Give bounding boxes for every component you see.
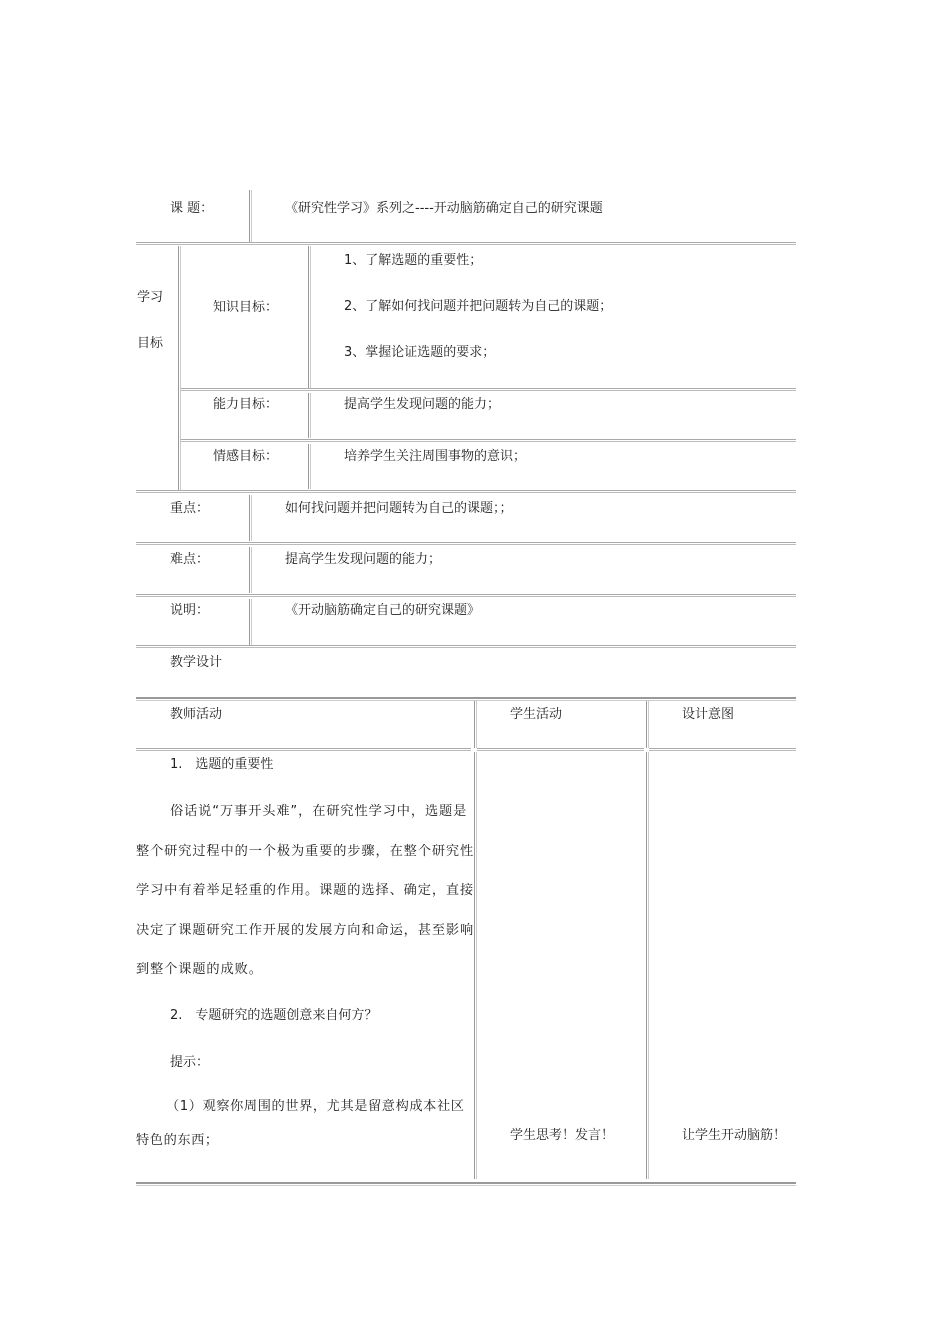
divider (308, 393, 311, 438)
knowledge-item-1: 1、了解选题的重要性； (344, 253, 483, 268)
teacher-paragraph-hint-1 (136, 1090, 476, 1158)
divider (646, 752, 649, 1179)
header-teacher-activity: 教师活动 (170, 707, 223, 722)
divider (136, 242, 796, 245)
objectives-group-label-1: 学习 (137, 290, 164, 305)
divider (136, 1182, 796, 1186)
emotion-value: 培养学生关注周围事物的意识； (344, 449, 527, 464)
knowledge-item-3: 3、掌握论证选题的要求； (344, 345, 496, 360)
topic-value: 《研究性学习》系列之----开动脑筋确定自己的研究课题 (285, 201, 603, 216)
divider (474, 701, 477, 748)
key-point-value: 如何找问题并把问题转为自己的课题；； (285, 501, 513, 516)
header-student-activity: 学生活动 (510, 707, 563, 722)
ability-label: 能力目标： (213, 397, 279, 412)
emotion-label: 情感目标： (213, 449, 279, 464)
teacher-paragraph-hint-1-text: （1）观察你周围的世界，尤其是留意构成本社区特色的东西； (136, 1099, 465, 1148)
explanation-label: 说明： (170, 603, 210, 618)
divider (308, 246, 311, 389)
objectives-group-label-2: 目标 (137, 336, 164, 351)
divider (646, 701, 649, 748)
explanation-value: 《开动脑筋确定自己的研究课题》 (285, 603, 481, 618)
teacher-paragraph-importance (136, 792, 476, 990)
divider (477, 748, 644, 751)
divider (136, 542, 796, 545)
topic-label: 课 题： (170, 201, 214, 216)
knowledge-label: 知识目标： (213, 300, 279, 315)
divider (181, 439, 796, 442)
key-point-label: 重点： (170, 501, 210, 516)
divider (308, 444, 311, 489)
divider (136, 490, 796, 493)
divider (249, 547, 252, 593)
teacher-paragraph-importance-text: 俗话说“万事开头难”，在研究性学习中，选题是整个研究过程中的一个极为重要的步骤，在整个研究性学习中有着举足轻重的作用。课题的选择、确定，直接决定了课题研究工作开展的发展方向和命运，甚至影响到整个课题的成败。 (136, 804, 475, 977)
divider (249, 495, 252, 541)
teacher-heading-2: 2. 专题研究的选题创意来自何方？ (170, 1008, 378, 1023)
ability-value: 提高学生发现问题的能力； (344, 397, 501, 412)
divider (136, 645, 796, 648)
student-activity-value: 学生思考！发言！ (510, 1128, 615, 1143)
difficulty-value: 提高学生发现问题的能力； (285, 552, 442, 567)
divider (136, 748, 471, 751)
divider (181, 388, 796, 391)
divider (178, 246, 181, 490)
divider (249, 190, 252, 242)
teacher-hint-label: 提示： (170, 1055, 210, 1070)
divider (136, 594, 796, 597)
divider (249, 599, 252, 645)
teacher-heading-1: 1. 选题的重要性 (170, 757, 274, 772)
divider (649, 748, 796, 751)
design-title: 教学设计 (170, 655, 223, 670)
design-intent-value: 让学生开动脑筋！ (682, 1128, 787, 1143)
knowledge-item-2: 2、了解如何找问题并把问题转为自己的课题； (344, 299, 613, 314)
header-design-intent: 设计意图 (682, 707, 735, 722)
divider (474, 752, 477, 1179)
difficulty-label: 难点： (170, 552, 210, 567)
divider (136, 697, 796, 701)
